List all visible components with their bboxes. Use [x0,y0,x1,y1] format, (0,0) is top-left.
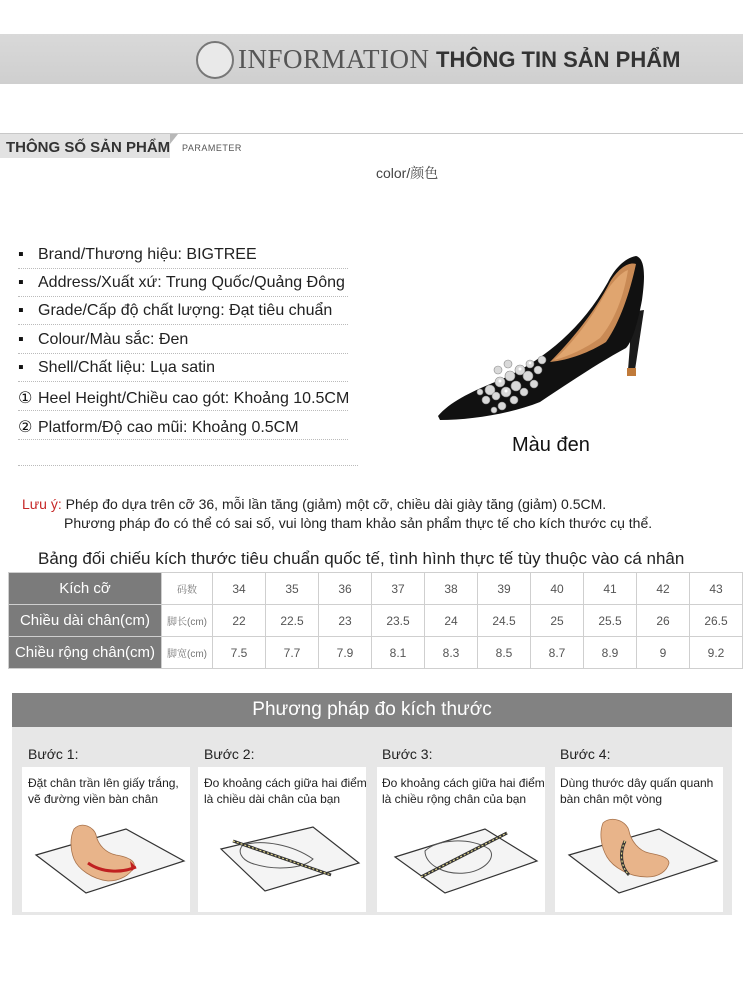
row-header-cn: 脚宽(cm) [162,637,213,669]
spec-text: Grade/Cấp độ chất lượng: Đạt tiêu chuẩn [38,302,333,319]
row-header-cn: 码数 [162,573,213,605]
table-cell: 8.3 [425,637,478,669]
step-2-desc-1: Đo khoảng cách giữa hai điểm [204,776,367,790]
spec-text: Platform/Độ cao mũi: Khoảng 0.5CM [38,419,299,436]
bullet-icon: ▪ [18,359,24,376]
spec-divider [18,381,348,382]
table-cell: 38 [425,573,478,605]
color-caption: color/颜色 [376,165,439,181]
table-row [9,605,743,637]
table-cell: 43 [690,573,743,605]
note-line-2: Phương pháp đo có thể có sai số, vui lòng tham khảo sản phẩm thực tế cho kích thước cụ thể. [64,515,653,531]
tape-measure-icon [559,815,719,897]
bullet-icon: ▪ [18,302,24,319]
circle-icon [196,41,234,79]
spec-text: Colour/Màu sắc: Đen [38,331,189,348]
triangle-icon [170,134,178,144]
row-header: Kích cỡ [9,573,162,605]
bullet-icon: ▪ [18,246,24,263]
table-cell: 35 [266,573,319,605]
table-cell: 9.2 [690,637,743,669]
table-cell: 8.9 [584,637,637,669]
step-4-label: Bước 4: [560,746,611,762]
row-header: Chiều rộng chân(cm) [9,637,162,669]
table-cell: 8.7 [531,637,584,669]
table-cell: 42 [637,573,690,605]
step-3-label: Bước 3: [382,746,433,762]
table-cell: 22 [213,605,266,637]
bullet-icon: ▪ [18,274,24,291]
table-cell: 41 [584,573,637,605]
step-4-desc-2: bàn chân một vòng [560,792,663,806]
product-shoe-image [430,252,670,424]
table-cell: 7.9 [319,637,372,669]
step-1-label: Bước 1: [28,746,79,762]
spec-divider [18,268,348,269]
spec-item [18,302,332,320]
product-color-label: Màu đen [512,434,590,456]
method-title: Phương pháp đo kích thước [252,699,492,720]
table-cell: 26.5 [690,605,743,637]
table-cell: 24.5 [478,605,531,637]
table-cell: 34 [213,573,266,605]
header-title-en: INFORMATION [238,44,430,74]
number-one-icon: ① [18,390,33,407]
table-row [9,637,743,669]
section-sublabel: PARAMETER [182,143,242,153]
step-2-desc-2: là chiều dài chân của bạn [204,792,341,806]
header-title-vi: THÔNG TIN SẢN PHẨM [436,47,681,72]
spec-item [18,331,188,349]
step-2-label: Bước 2: [204,746,255,762]
table-cell: 40 [531,573,584,605]
table-cell: 8.5 [478,637,531,669]
step-3-desc-1: Đo khoảng cách giữa hai điểm [382,776,545,790]
table-cell: 9 [637,637,690,669]
note-text-1: Phép đo dựa trên cỡ 36, mỗi lần tăng (giảm) một cỡ, chiều dài giày tăng (giảm) 0.5CM. [65,496,607,512]
size-table [8,572,743,669]
row-header-cn: 脚长(cm) [162,605,213,637]
spec-text: Brand/Thương hiệu: BIGTREE [38,246,257,263]
table-cell: 7.5 [213,637,266,669]
spec-divider [18,439,348,440]
size-table-title: Bảng đối chiếu kích thước tiêu chuẩn quốc tế, tình hình thực tế tùy thuộc vào cá nhân [38,549,685,568]
foot-outline-icon [26,815,186,897]
note-label: Lưu ý: [22,496,62,512]
spec-divider [18,465,358,466]
row-header: Chiều dài chân(cm) [9,605,162,637]
table-cell: 37 [372,573,425,605]
spec-item [18,359,215,377]
spec-item [18,417,299,437]
table-cell: 24 [425,605,478,637]
spec-item [18,246,257,264]
spec-text: Heel Height/Chiều cao gót: Khoảng 10.5CM [38,390,350,407]
step-1-desc-1: Đặt chân trần lên giấy trắng, [28,776,179,790]
table-cell: 25 [531,605,584,637]
table-cell: 8.1 [372,637,425,669]
spec-text: Shell/Chất liệu: Lụa satin [38,359,215,376]
spec-divider [18,410,348,411]
bullet-icon: ▪ [18,331,24,348]
spec-divider [18,296,348,297]
spec-item [18,388,349,408]
table-cell: 22.5 [266,605,319,637]
table-row [9,573,743,605]
table-cell: 7.7 [266,637,319,669]
table-cell: 26 [637,605,690,637]
table-cell: 25.5 [584,605,637,637]
spec-text: Address/Xuất xứ: Trung Quốc/Quảng Đông [38,274,345,291]
table-cell: 36 [319,573,372,605]
spec-divider [18,353,348,354]
note-line-1 [22,496,606,512]
spec-divider [18,324,348,325]
table-cell: 23 [319,605,372,637]
step-4-desc-1: Dùng thước dây quấn quanh [560,776,714,790]
step-1-desc-2: vẽ đường viền bàn chân [28,792,158,806]
table-cell: 23.5 [372,605,425,637]
ruler-width-icon [381,815,541,897]
section-label: THÔNG SỐ SẢN PHẨM [6,139,171,156]
ruler-length-icon [203,815,363,897]
number-two-icon: ② [18,419,33,436]
table-cell: 39 [478,573,531,605]
step-3-desc-2: là chiều rộng chân của bạn [382,792,527,806]
spec-item [18,274,345,292]
